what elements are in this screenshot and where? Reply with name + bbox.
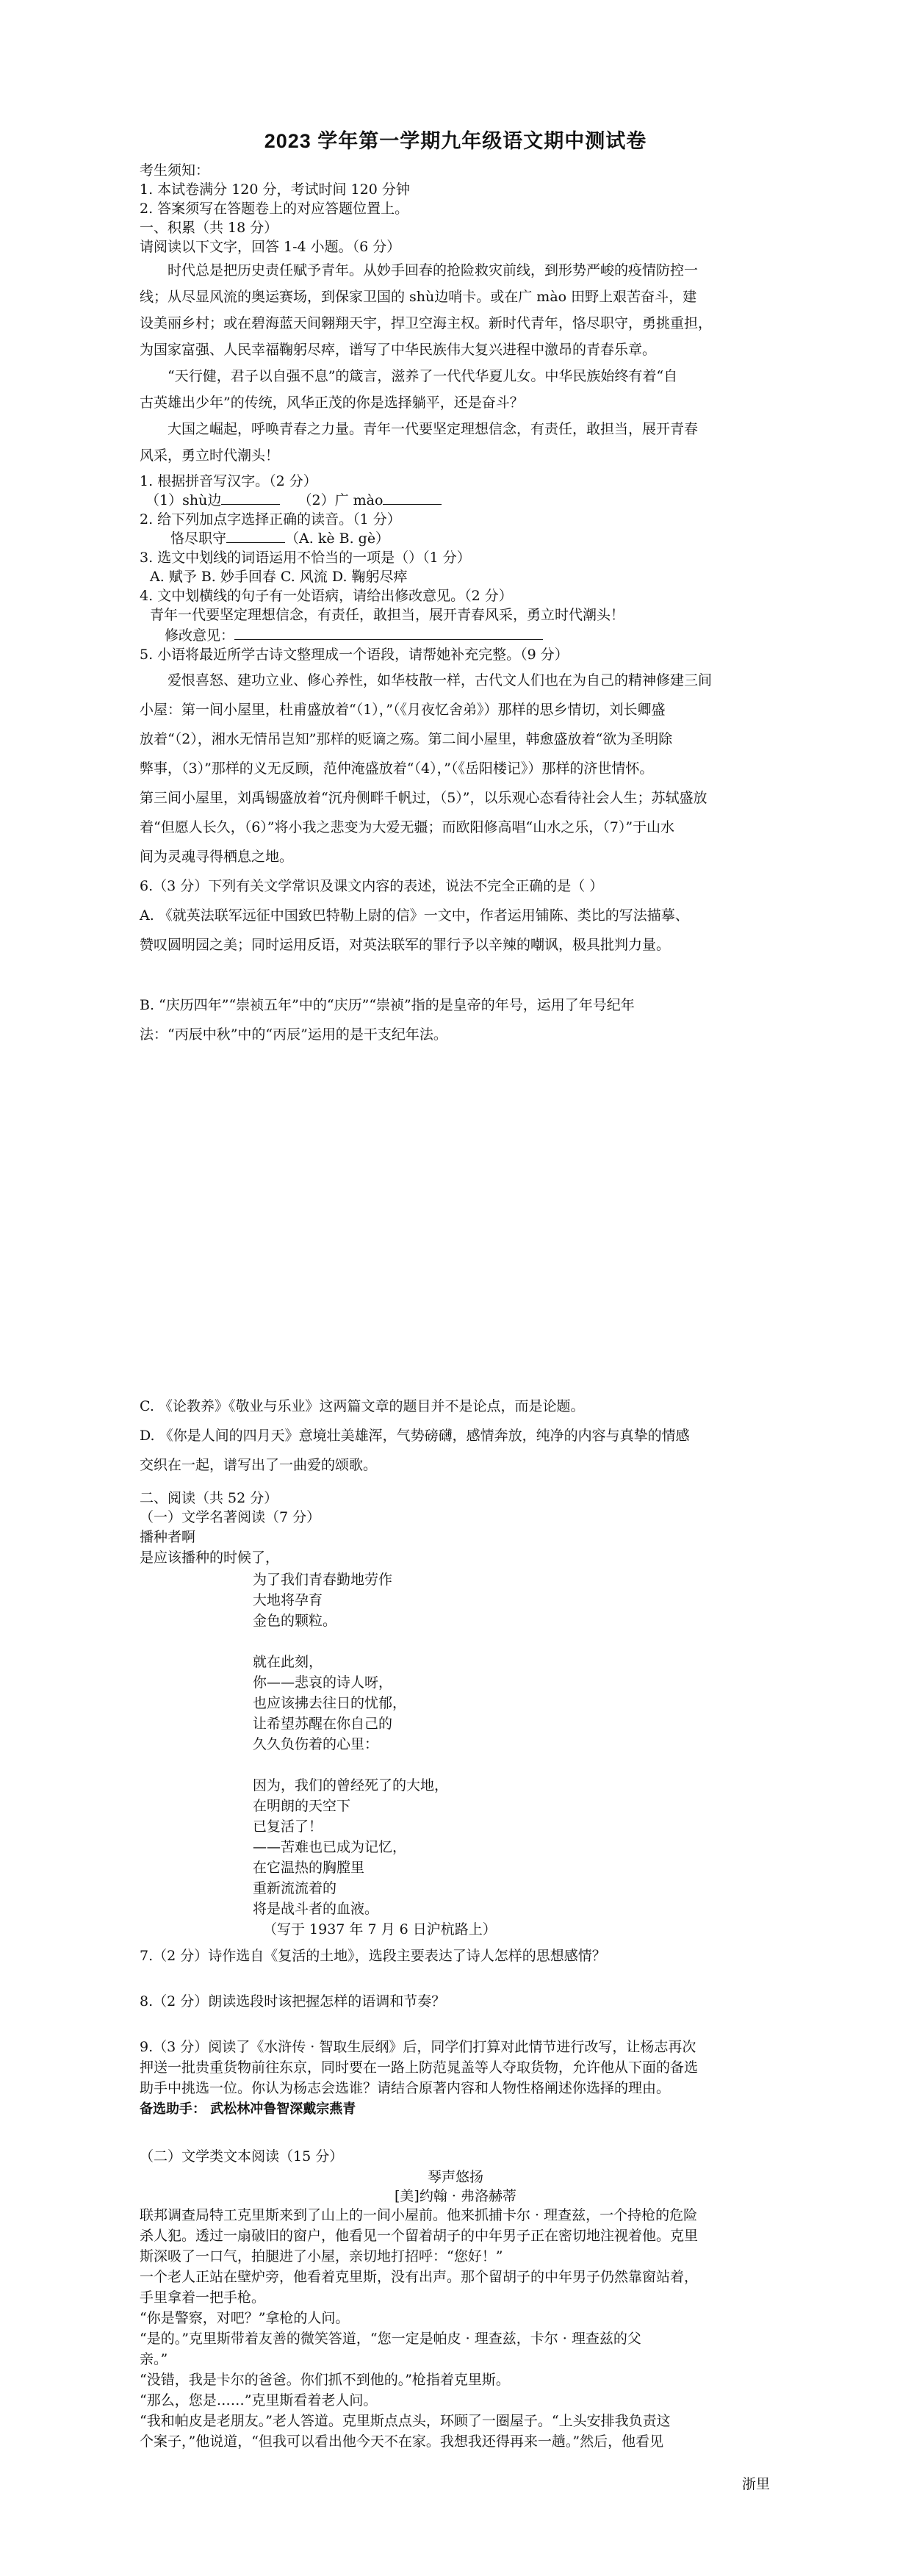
q5-passage-line: 弊事，（3）”那样的义无反顾，范仲淹盛放着“（4），”（《岳阳楼记》）那样的济世情怀。: [140, 760, 654, 777]
section1-intro: 请阅读以下文字，回答 1-4 小题。（6 分）: [140, 239, 401, 255]
answer-blank[interactable]: [234, 626, 543, 640]
poem-line: 也应该拂去往日的忧郁，: [253, 1695, 407, 1711]
question-9: 押送一批贵重货物前往东京，同时要在一路上防范晁盖等人夺取货物，允许他从下面的备选: [140, 2059, 699, 2076]
q6-option-b: B. “庆历四年”“崇祯五年”中的“庆历”“崇祯”指的是皇帝的年号，运用了年号纪年: [140, 997, 635, 1013]
poem-note: （写于 1937 年 7 月 6 日沪杭路上）: [263, 1921, 497, 1938]
story-line: “是的。”克里斯带着友善的微笑答道，“您一定是帕皮 · 理查兹，卡尔 · 理查兹的父: [140, 2331, 641, 2347]
poem-line: 重新流流着的: [253, 1880, 337, 1896]
passage-line: 线；从尽显风流的奥运赛场，到保家卫国的 shù边哨卡。或在广 mào 田野上艰苦奋斗，建: [140, 289, 697, 305]
poem-line: 大地将孕育: [253, 1592, 323, 1608]
passage-line: 风采，勇立时代潮头！: [140, 447, 280, 464]
question-1: 1. 根据拼音写汉字。（2 分）: [140, 473, 317, 489]
q6-option-b: 法：“丙辰中秋”中的“丙辰”运用的是干支纪年法。: [140, 1026, 447, 1043]
question-9: 助手中挑选一位。你认为杨志会选谁？请结合原著内容和人物性格阐述你选择的理由。: [140, 2080, 671, 2096]
passage-line: “天行健，君子以自强不息”的箴言，滋养了一代代华夏儿女。中华民族始终有着“自: [168, 368, 678, 384]
question-9-helpers: [140, 2100, 356, 2119]
story-author: [美]约翰 · 弗洛赫蒂: [395, 2188, 516, 2204]
notice-item-2: 2. 答案须写在答题卷上的对应答题位置上。: [140, 201, 409, 217]
question-2-options: （A. kè B. gè）: [285, 530, 390, 547]
helpers-list: 武松林冲鲁智深戴宗燕青: [210, 2101, 356, 2117]
passage-line: 大国之崛起，呼唤青春之力量。青年一代要坚定理想信念，有责任，敢担当，展开青春: [168, 421, 699, 437]
poem-line: 在它温热的胸膛里: [253, 1860, 365, 1876]
section1-heading: 一、积累（共 18 分）: [140, 220, 278, 236]
passage-line: 时代总是把历史责任赋予青年。从妙手回春的抢险救灾前线，到形势严峻的疫情防控一: [168, 262, 699, 278]
question-4-sentence: 青年一代要坚定理想信念，有责任，敢担当，展开青春风采，勇立时代潮头！: [150, 607, 625, 623]
story-line: 个案子，”他说道，“但我可以看出他今天不在家。我想我还得再来一趟。”然后，他看见: [140, 2433, 664, 2450]
story-line: “没错，我是卡尔的爸爸。你们抓不到他的。”枪指着克里斯。: [140, 2372, 510, 2388]
answer-blank[interactable]: [383, 491, 442, 505]
question-4-answer: [165, 626, 543, 645]
question-3-options: A. 赋予 B. 妙手回春 C. 风流 D. 鞠躬尽瘁: [150, 569, 408, 585]
q6-option-c: C. 《论教养》《敬业与乐业》这两篇文章的题目并不是论点，而是论题。: [140, 1398, 585, 1414]
q6-option-a: A. 《就英法联军远征中国致巴特勒上尉的信》一文中，作者运用铺陈、类比的写法描摹、: [140, 907, 689, 924]
poem-line: 将是战斗者的血液。: [253, 1901, 379, 1917]
poem-line: 久久负伤着的心里：: [253, 1736, 379, 1752]
story-line: 联邦调查局特工克里斯来到了山上的一间小屋前。他来抓捕卡尔 · 理查兹，一个持枪的危险: [140, 2207, 698, 2223]
story-line: 一个老人正站在壁炉旁，他看着克里斯，没有出声。那个留胡子的中年男子仍然靠窗站着，: [140, 2269, 699, 2285]
story-line: 亲。”: [140, 2351, 168, 2367]
question-3: 3. 选文中划线的词语运用不恰当的一项是（）（1 分）: [140, 550, 471, 566]
poem-line: 已复活了！: [253, 1818, 323, 1835]
page-title: 2023 学年第一学期九年级语文期中测试卷: [264, 130, 647, 152]
story-line: “那么，您是……”克里斯看着老人问。: [140, 2392, 378, 2408]
story-line: 斯深吸了一口气，拍腿进了小屋，亲切地打招呼：“您好！”: [140, 2248, 503, 2264]
poem-line: ——苦难也已成为记忆，: [253, 1839, 407, 1855]
poem-line: 在明朗的天空下: [253, 1798, 351, 1814]
question-2: 2. 给下列加点字选择正确的读音。（1 分）: [140, 511, 401, 528]
poem-line: 因为，我们的曾经死了的大地，: [253, 1777, 449, 1794]
section2-sub1: （一）文学名著阅读（7 分）: [140, 1509, 321, 1525]
question-1b-label: （2）广 mào: [298, 492, 384, 508]
footer-mark: 浙里: [742, 2476, 771, 2492]
question-6: 6.（3 分）下列有关文学常识及课文内容的表述，说法不完全正确的是（ ）: [140, 878, 604, 894]
q6-option-a: 赞叹圆明园之美；同时运用反语，对英法联军的罪行予以辛辣的嘲讽，极具批判力量。: [140, 937, 671, 953]
poem-line: 你——悲哀的诗人呀，: [253, 1674, 393, 1691]
story-line: “我和帕皮是老朋友。”老人答道。克里斯点点头，环顾了一圈屋子。“上头安排我负责这: [140, 2413, 671, 2429]
story-line: 杀人犯。透过一扇破旧的窗户，他看见一个留着胡子的中年男子正在密切地注视着他。克里: [140, 2228, 699, 2244]
question-4: 4. 文中划横线的句子有一处语病，请给出修改意见。（2 分）: [140, 588, 513, 604]
poem-line: 让希望苏醒在你自己的: [253, 1716, 393, 1732]
q5-passage-line: 小屋：第一间小屋里，杜甫盛放着“（1），”（《月夜忆舍弟》）那样的思乡情切，刘长卿盛: [140, 702, 666, 718]
q6-option-d: 交织在一起，谱写出了一曲爱的颂歌。: [140, 1457, 378, 1473]
answer-blank[interactable]: [221, 491, 280, 505]
poem-line: 为了我们青春勤地劳作: [253, 1572, 393, 1588]
question-2a: [170, 529, 389, 548]
q5-passage-line: 爱恨喜怒、建功立业、修心养性，如华枝散一样，古代文人们也在为自己的精神修建三间: [168, 672, 713, 688]
story-line: “你是警察，对吧？”拿枪的人问。: [140, 2310, 350, 2326]
question-1a-label: （1）shù边: [145, 492, 222, 508]
question-4-answer-label: 修改意见：: [165, 627, 235, 644]
poem-line: 就在此刻，: [253, 1654, 323, 1670]
q5-passage-line: 间为灵魂寻得栖息之地。: [140, 849, 294, 865]
q5-passage-line: 放着“（2），湘水无情吊岂知”那样的贬谪之殇。第二间小屋里，韩愈盛放着“欲为圣明除: [140, 731, 673, 747]
passage-line: 设美丽乡村；或在碧海蓝天间翱翔天宇，捍卫空海主权。新时代青年，恪尽职守，勇挑重担，: [140, 315, 713, 331]
question-8: 8.（2 分）朗读选段时该把握怎样的语调和节奏？: [140, 1993, 446, 2010]
section2-heading: 二、阅读（共 52 分）: [140, 1490, 278, 1506]
story-line: 手里拿着一把手枪。: [140, 2289, 266, 2306]
poem-line: 播种者啊: [140, 1529, 196, 1545]
helpers-label: 备选助手：: [140, 2101, 206, 2117]
notice-item-1: 1. 本试卷满分 120 分，考试时间 120 分钟: [140, 181, 410, 198]
question-7: 7.（2 分）诗作选自《复活的土地》，选段主要表达了诗人怎样的思想感情？: [140, 1948, 606, 1964]
q5-passage-line: 着“但愿人长久，（6）”将小我之悲变为大爱无疆；而欧阳修高唱“山水之乐，（7）”于山水: [140, 819, 675, 835]
q5-passage-line: 第三间小屋里，刘禹锡盛放着“沉舟侧畔千帆过，（5）”，以乐观心态看待社会人生；苏轼盛放: [140, 790, 707, 806]
notice-heading: 考生须知：: [140, 162, 210, 179]
story-title: 琴声悠扬: [427, 2169, 483, 2185]
q6-option-d: D. 《你是人间的四月天》意境壮美雄浑，气势磅礴，感情奔放，纯净的内容与真挚的情感: [140, 1428, 690, 1444]
question-9: 9.（3 分）阅读了《水浒传 · 智取生辰纲》后，同学们打算对此情节进行改写，让杨志再次: [140, 2039, 696, 2055]
passage-line: 古英雄出少年”的传统，风华正茂的你是选择躺平，还是奋斗？: [140, 395, 524, 411]
poem-line: 是应该播种的时候了，: [140, 1550, 280, 1566]
question-1a: [145, 491, 442, 510]
question-2-word: 恪尽职守: [170, 530, 227, 547]
question-5: 5. 小语将最近所学古诗文整理成一个语段，请帮她补充完整。（9 分）: [140, 647, 569, 663]
passage-line: 为国家富强、人民幸福鞠躬尽瘁，谱写了中华民族伟大复兴进程中激昂的青春乐章。: [140, 342, 657, 358]
poem-line: 金色的颗粒。: [253, 1613, 337, 1629]
answer-blank[interactable]: [226, 529, 285, 543]
section2-sub2: （二）文学类文本阅读（15 分）: [140, 2148, 344, 2165]
